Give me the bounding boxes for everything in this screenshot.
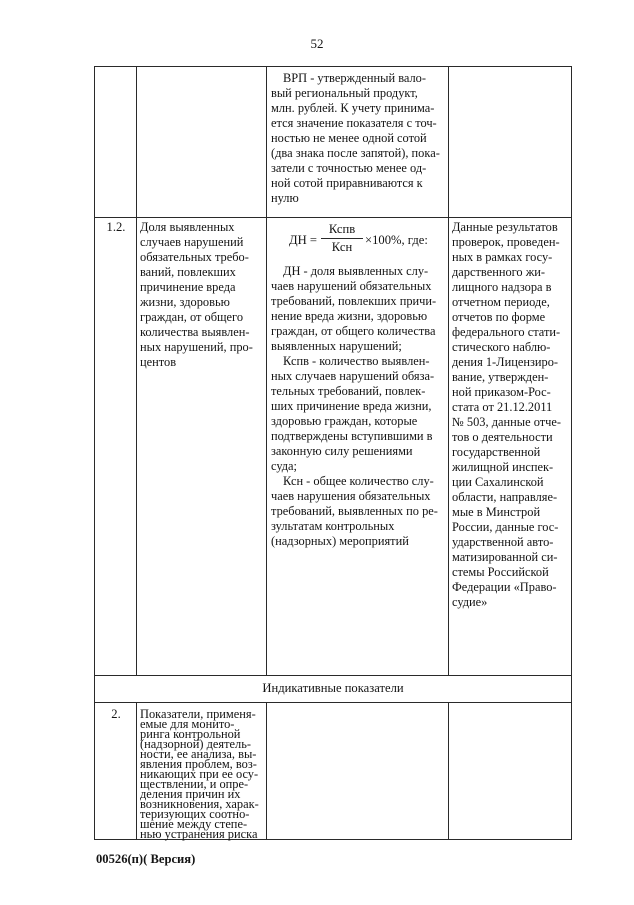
text-line: Доля выявленных: [140, 220, 235, 234]
text-line: ных случаев нарушений обяза-: [271, 369, 435, 383]
formula-rhs: ×100%, где:: [365, 233, 428, 247]
text-line: суда;: [271, 459, 297, 473]
text-line: законную силу решениями: [271, 444, 413, 458]
text-line: стемы Российской: [452, 565, 549, 579]
text-line: шение между степе-: [140, 817, 248, 831]
text-line: ной сотой приравниваются к: [271, 176, 423, 190]
formula-numerator: Кспв: [328, 222, 356, 236]
text-line: ности, ее анализа, вы-: [140, 747, 257, 761]
text-line: ной приказом-Рос-: [452, 385, 551, 399]
text-line: зультатам контрольных: [271, 519, 395, 533]
section-header: Индикативные показатели: [262, 681, 404, 695]
text-line: явления проблем, воз-: [140, 757, 257, 771]
text-line: (два знака после запятой), пока-: [271, 146, 440, 160]
text-line: (надзорной) деятель-: [140, 737, 251, 751]
text-line: ных нарушений, про-: [140, 340, 253, 354]
text-line: вание, утвержден-: [452, 370, 549, 384]
table-section-row: [95, 676, 571, 703]
text-line: случаев нарушений: [140, 235, 244, 249]
cell-name: [137, 703, 267, 839]
text-line: № 503, данные отче-: [452, 415, 561, 429]
fraction-bar: [321, 238, 363, 239]
indicators-table: [94, 66, 572, 840]
cell-formula: [267, 703, 449, 839]
text-line: ВРП - утвержденный вало-: [283, 71, 426, 85]
text-line: причинение вреда: [140, 280, 236, 294]
text-line: нулю: [271, 191, 299, 205]
cell-name: [137, 67, 267, 217]
text-line: никающих при ее осу-: [140, 767, 259, 781]
cell-formula: [267, 218, 449, 675]
text-line: дения 1-Лицензиро-: [452, 355, 559, 369]
table-row-2: [95, 703, 571, 839]
text-line: федерального стати-: [452, 325, 561, 339]
text-line: количества выявлен-: [140, 325, 250, 339]
cell-source: [449, 218, 571, 675]
table-row-continuation: [95, 67, 571, 218]
text-line: ДН - доля выявленных слу-: [283, 264, 429, 278]
text-line: Федерации «Право-: [452, 580, 557, 594]
text-line: граждан, от общего количества: [271, 324, 436, 338]
text-line: матизированной си-: [452, 550, 558, 564]
cell-source: [449, 703, 571, 839]
text-line: нью устранения риска: [140, 827, 258, 841]
text-line: чаев нарушения обязательных: [271, 489, 431, 503]
text-line: проверок, проведен-: [452, 235, 560, 249]
text-line: тов о деятельности: [452, 430, 553, 444]
text-line: центов: [140, 355, 177, 369]
text-line: ществлении, и опре-: [140, 777, 249, 791]
text-line: стического наблю-: [452, 340, 551, 354]
text-line: вый региональный продукт,: [271, 86, 418, 100]
text-line: млн. рублей. К учету принима-: [271, 101, 435, 115]
text-line: обязательных требо-: [140, 250, 249, 264]
text-line: ударственной авто-: [452, 535, 554, 549]
text-line: нение вреда жизни, здоровью: [271, 309, 428, 323]
text-line: лищного надзора в: [452, 280, 552, 294]
text-line: (надзорных) мероприятий: [271, 534, 409, 548]
text-line: граждан, от общего: [140, 310, 244, 324]
text-line: затели с точностью менее од-: [271, 161, 427, 175]
document-footer-code: 00526(п)( Версия): [96, 852, 196, 866]
formula-fraction: [321, 222, 363, 255]
text-line: ностью не менее одной сотой: [271, 131, 427, 145]
text-line: требований, повлекших причи-: [271, 294, 437, 308]
page-number: 52: [310, 36, 324, 51]
table-row-1-2: [95, 218, 571, 676]
text-line: ции Сахалинской: [452, 475, 544, 489]
item-number: 2.: [111, 707, 121, 721]
text-line: стата от 21.12.2011: [452, 400, 553, 414]
text-line: ших причинение вреда жизни,: [271, 399, 432, 413]
cell-number: [95, 67, 137, 217]
text-line: Показатели, применя-: [140, 707, 256, 721]
cell-name: [137, 218, 267, 675]
text-line: подтверждены вступившими в: [271, 429, 433, 443]
cell-number: [95, 703, 137, 839]
formula-denominator: Ксн: [331, 240, 353, 254]
text-line: государственной: [452, 445, 541, 459]
formula-lhs: ДН =: [289, 233, 317, 247]
text-line: ется значение показателя с точ-: [271, 116, 437, 130]
text-line: Ксн - общее количество слу-: [283, 474, 434, 488]
text-line: ных в рамках госу-: [452, 250, 553, 264]
item-number: 1.2.: [106, 220, 126, 234]
text-line: теризующих соотно-: [140, 807, 250, 821]
text-line: ваний, повлекших: [140, 265, 236, 279]
text-line: жизни, здоровью: [140, 295, 230, 309]
text-line: отчетном периоде,: [452, 295, 550, 309]
text-line: мые в Минстрой: [452, 505, 541, 519]
cell-number: [95, 218, 137, 675]
text-line: требований, выявленных по ре-: [271, 504, 438, 518]
text-line: ринга контрольной: [140, 727, 241, 741]
text-line: чаев нарушений обязательных: [271, 279, 432, 293]
text-line: возникновения, харак-: [140, 797, 259, 811]
text-line: отчетов по форме: [452, 310, 546, 324]
cell-formula: [267, 67, 449, 217]
text-line: области, направляе-: [452, 490, 558, 504]
text-line: тельных требований, повлек-: [271, 384, 426, 398]
text-line: выявленных нарушений;: [271, 339, 402, 353]
text-line: судие»: [452, 595, 488, 609]
text-line: Кспв - количество выявлен-: [283, 354, 430, 368]
text-line: деления причин их: [140, 787, 241, 801]
text-line: емые для монито-: [140, 717, 235, 731]
text-line: здоровью граждан, которые: [271, 414, 418, 428]
cell-source: [449, 67, 571, 217]
text-line: дарственного жи-: [452, 265, 546, 279]
text-line: Данные результатов: [452, 220, 558, 234]
text-line: России, данные гос-: [452, 520, 559, 534]
text-line: жилищной инспек-: [452, 460, 554, 474]
